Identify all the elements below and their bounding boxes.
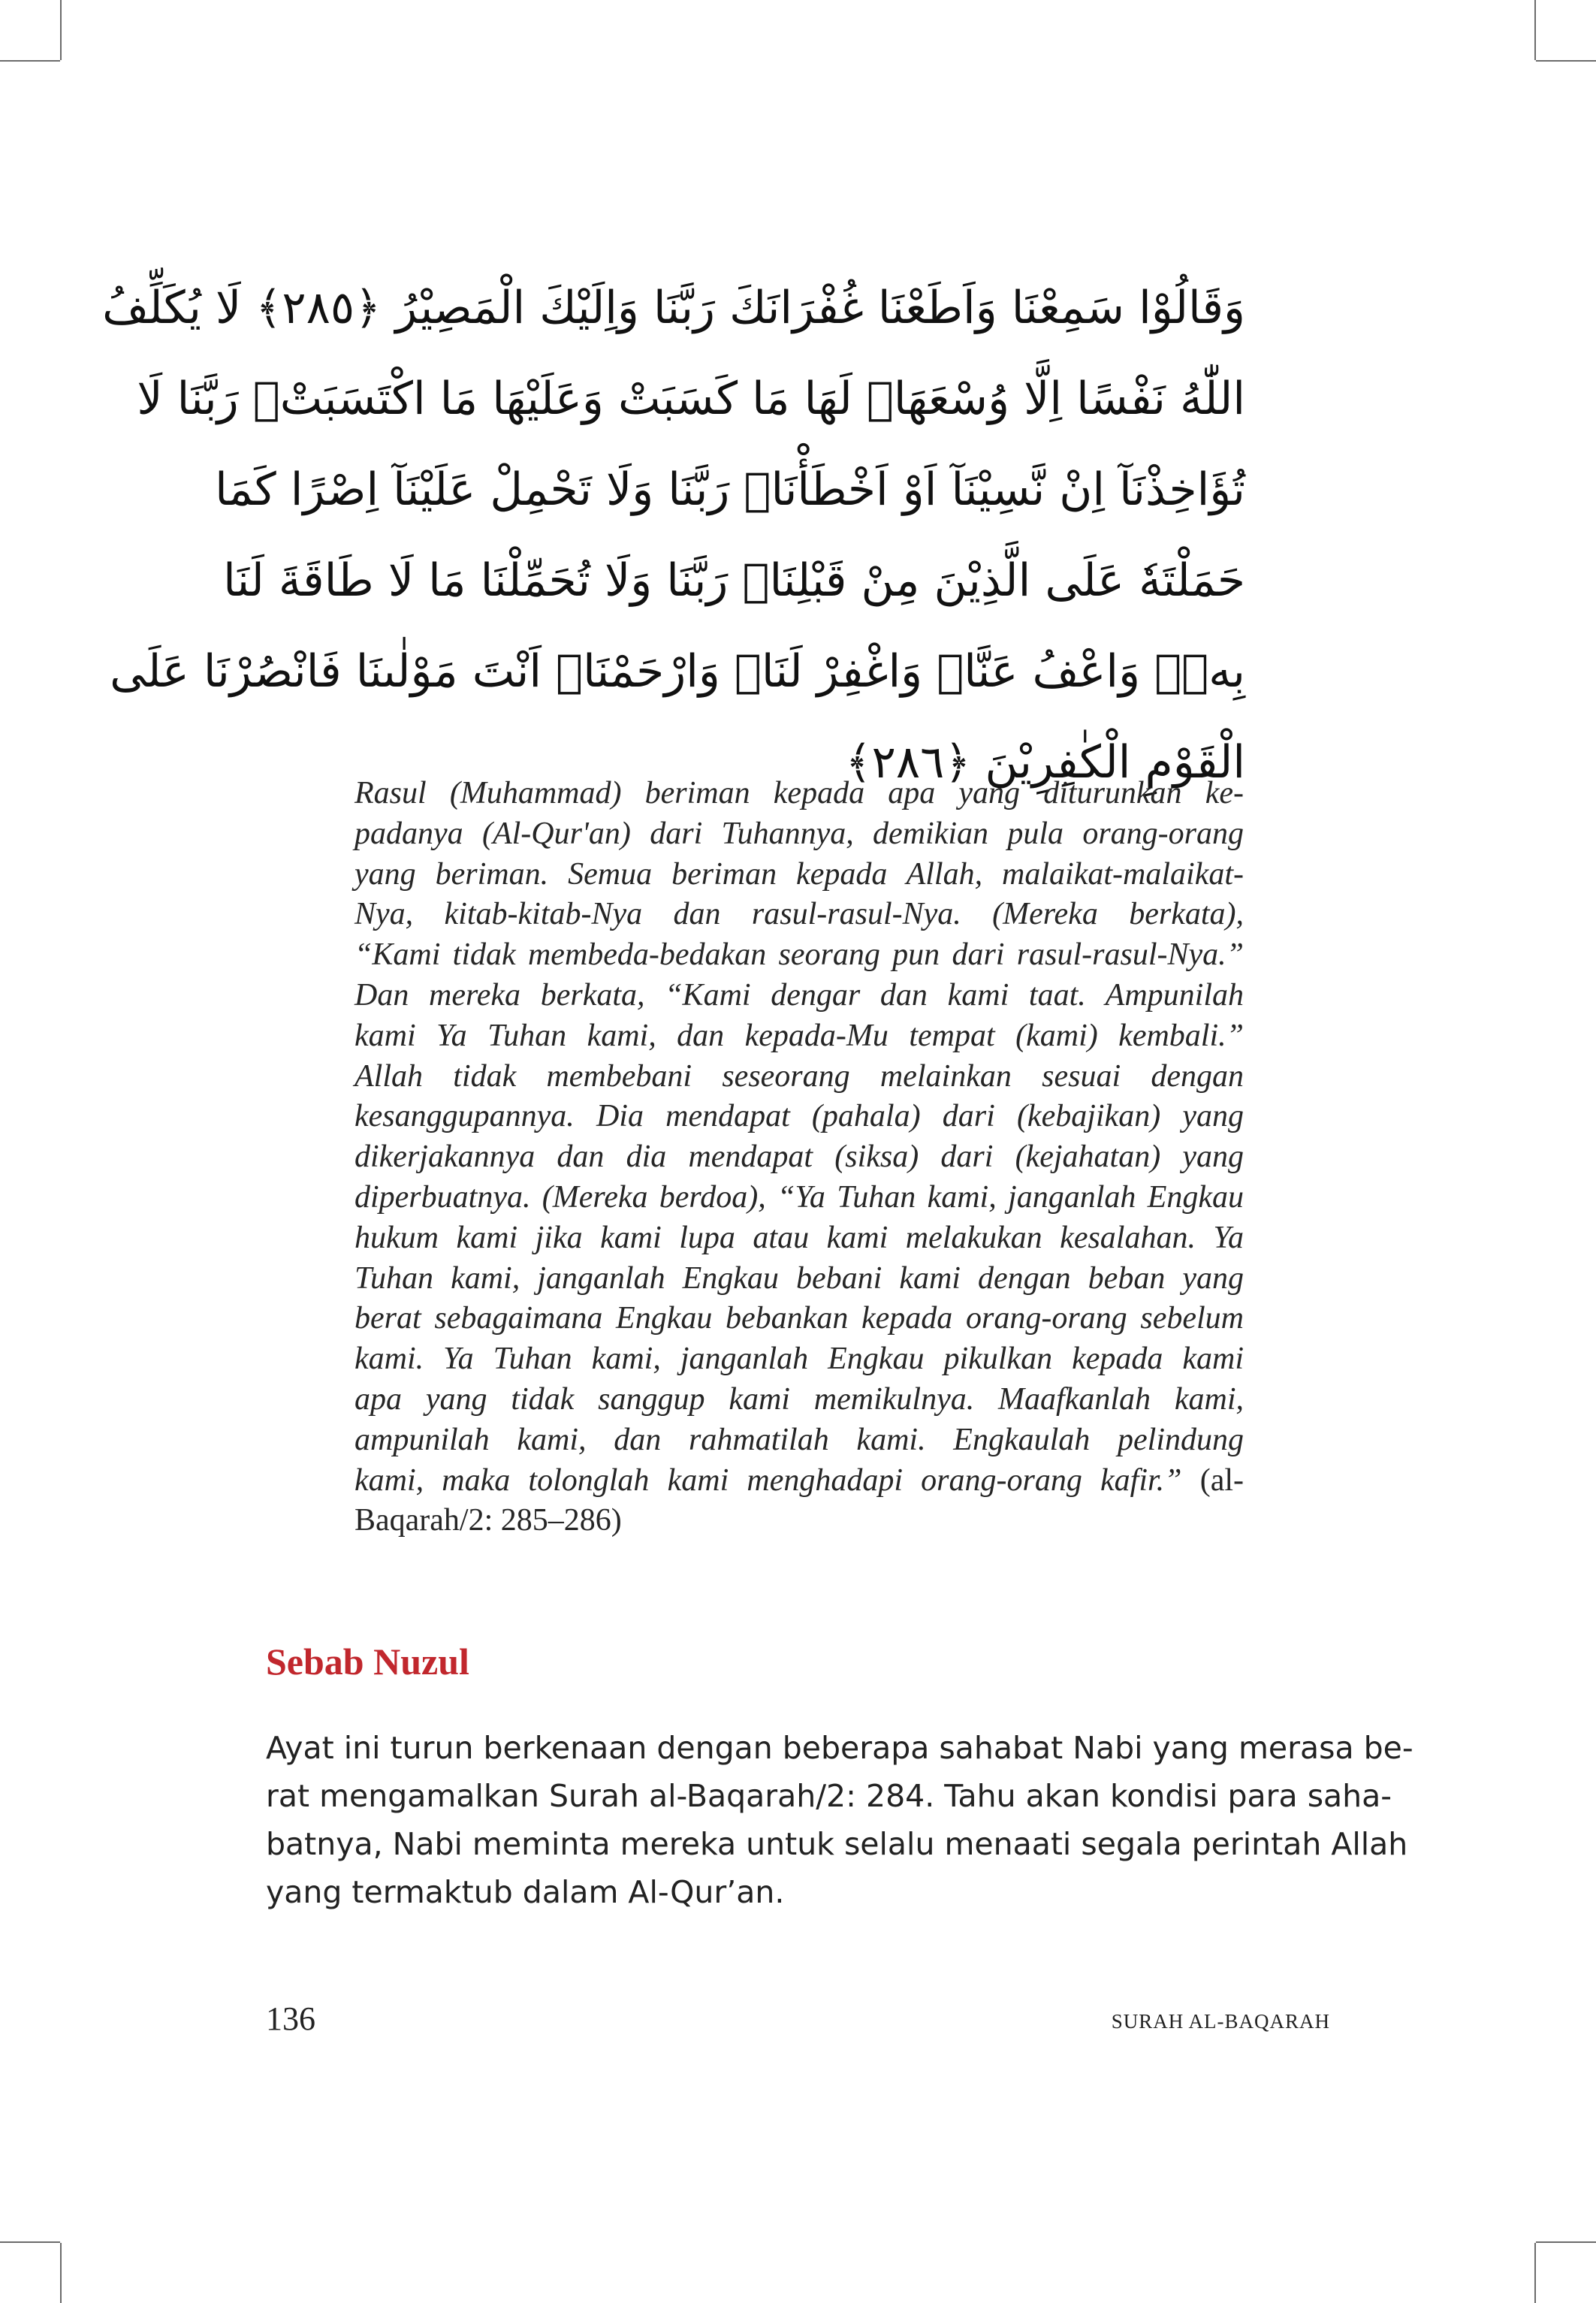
translation-line: diperbuatnya. (Mereka berdoa), “Ya Tuhan kami, janganlah Engkau bbox=[354, 1179, 1244, 1215]
section-body-paragraph bbox=[266, 1724, 1413, 1916]
translation-closing-quote: kami, maka tolonglah kami menghadapi orang-orang kafir.” bbox=[354, 1462, 1182, 1498]
body-line: rat mengamalkan Surah al-Baqarah/2: 284. Tahu akan kondisi para saha- bbox=[266, 1778, 1392, 1814]
crop-mark-bottom-right-horizontal bbox=[1536, 2241, 1596, 2243]
crop-mark-top-right-horizontal bbox=[1536, 60, 1596, 62]
crop-mark-top-right-vertical bbox=[1534, 0, 1536, 60]
verse-translation bbox=[354, 774, 1244, 1541]
translation-line: kami. Ya Tuhan kami, janganlah Engkau pikulkan kepada kami bbox=[354, 1342, 1244, 1377]
crop-mark-top-left-vertical bbox=[60, 0, 62, 60]
translation-line: Allah tidak membebani seseorang melainkan sesuai dengan bbox=[354, 1058, 1244, 1094]
translation-line: ampunilah kami, dan rahmatilah kami. Engkaulah pelindung bbox=[354, 1422, 1244, 1457]
arabic-line: تُؤَاخِذْنَآ اِنْ نَّسِيْنَآ اَوْ اَخْطَأْنَاۚ رَبَّنَا وَلَا تَحْمِلْ عَلَيْنَآ اِصْرًا كَمَا bbox=[215, 463, 1245, 516]
translation-line: apa yang tidak sanggup kami memikulnya. Maafkanlah kami, bbox=[354, 1381, 1244, 1417]
translation-line: Dan mereka berkata, “Kami dengar dan kami taat. Ampunilah bbox=[354, 977, 1244, 1013]
translation-line: hukum kami jika kami lupa atau kami melakukan kesalahan. Ya bbox=[354, 1220, 1244, 1255]
citation-start: (al- bbox=[1181, 1462, 1244, 1498]
translation-line bbox=[354, 1461, 1244, 1502]
arabic-line: اللّٰهُ نَفْسًا اِلَّا وُسْعَهَاۗ لَهَا مَا كَسَبَتْ وَعَلَيْهَا مَا اكْتَسَبَتْۗ رَبَّنَا لَا bbox=[137, 373, 1245, 425]
crop-mark-top-left-horizontal bbox=[0, 60, 60, 62]
translation-line: “Kami tidak membeda-bedakan seorang pun dari rasul-rasul-Nya.” bbox=[354, 937, 1244, 973]
section-heading: Sebab Nuzul bbox=[266, 1640, 469, 1683]
body-line: Ayat ini turun berkenaan dengan beberapa sahabat Nabi yang merasa be- bbox=[266, 1730, 1413, 1766]
translation-line: Rasul (Muhammad) beriman kepada apa yang diturunkan ke- bbox=[354, 776, 1244, 810]
crop-mark-bottom-left-horizontal bbox=[0, 2241, 60, 2243]
page-number: 136 bbox=[266, 2000, 315, 2037]
translation-line: yang beriman. Semua beriman kepada Allah, malaikat-malaikat- bbox=[354, 856, 1244, 892]
translation-line: Nya, kitab-kitab-Nya dan rasul-rasul-Nya. (Mereka berkata), bbox=[354, 897, 1244, 932]
translation-line: berat sebagaimana Engkau bebankan kepada orang-orang sebelum bbox=[354, 1301, 1244, 1336]
crop-mark-bottom-left-vertical bbox=[60, 2243, 62, 2303]
body-line: yang termaktub dalam Al-Qur’an. bbox=[266, 1874, 785, 1910]
crop-mark-bottom-right-vertical bbox=[1534, 2243, 1536, 2303]
body-line: batnya, Nabi meminta mereka untuk selalu menaati segala perintah Allah bbox=[266, 1826, 1408, 1862]
translation-line: kesanggupannya. Dia mendapat (pahala) dari (kebajikan) yang bbox=[354, 1099, 1244, 1134]
translation-line: padanya (Al-Qur'an) dari Tuhannya, demikian pula orang-orang bbox=[354, 816, 1244, 851]
running-title: SURAH AL-BAQARAH bbox=[1111, 2010, 1330, 2033]
translation-line: Tuhan kami, janganlah Engkau bebani kami dengan beban yang bbox=[354, 1260, 1244, 1296]
translation-line: dikerjakannya dan dia mendapat (siksa) dari (kejahatan) yang bbox=[354, 1139, 1244, 1175]
translation-line: kami Ya Tuhan kami, dan kepada-Mu tempat (kami) kembali.” bbox=[354, 1018, 1244, 1053]
arabic-line: وَقَالُوْا سَمِعْنَا وَاَطَعْنَا غُفْرَانَكَ رَبَّنَا وَاِلَيْكَ الْمَصِيْرُ ﴿٢٨٥﴾ لَا يُكَلِّفُ bbox=[102, 282, 1245, 334]
arabic-verse-block bbox=[102, 263, 1245, 808]
arabic-line: بِهٖۚ وَاعْفُ عَنَّاۗ وَاغْفِرْ لَنَاۗ وَارْحَمْنَاۗ اَنْتَ مَوْلٰىنَا فَانْصُرْنَا عَلَى bbox=[110, 645, 1245, 698]
arabic-line: حَمَلْتَهٗ عَلَى الَّذِيْنَ مِنْ قَبْلِنَاۚ رَبَّنَا وَلَا تُحَمِّلْنَا مَا لَا طَاقَةَ لَنَا bbox=[223, 554, 1245, 607]
citation-reference: Baqarah/2: 285–286) bbox=[354, 1503, 622, 1538]
arabic-line: الْقَوْمِ الْكٰفِرِيْنَ ﴿٢٨٦﴾ bbox=[845, 736, 1245, 789]
